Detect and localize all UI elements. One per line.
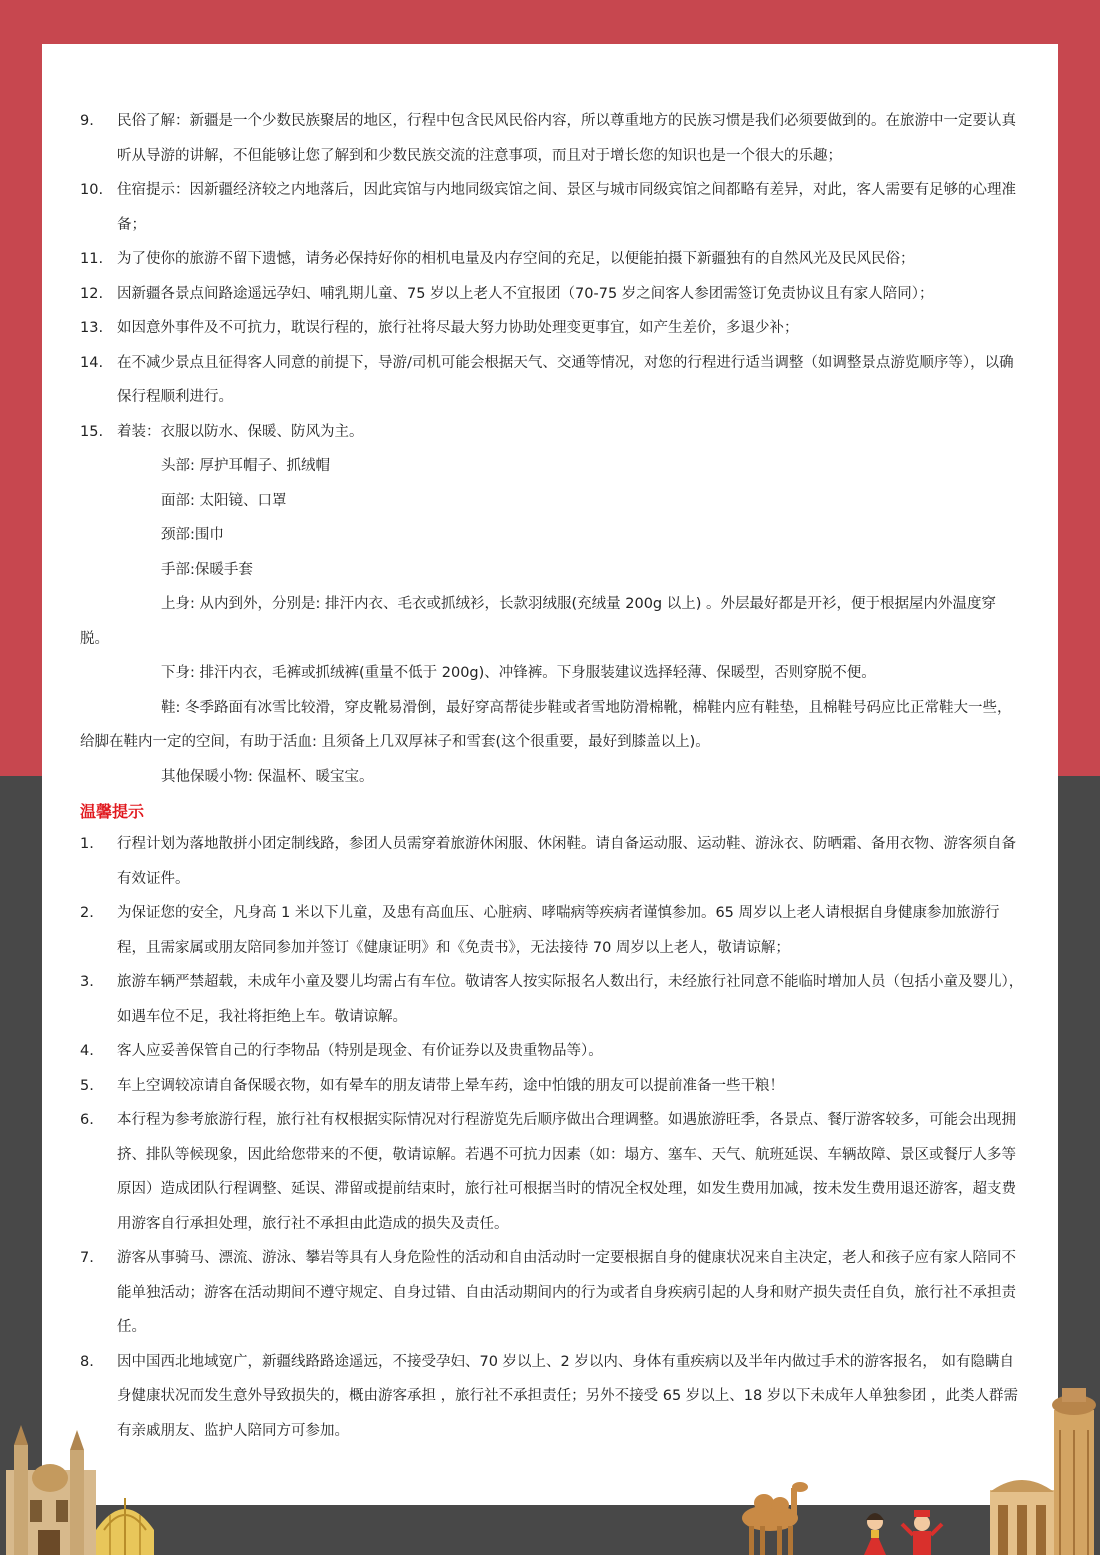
note-number: 14. [80, 354, 104, 371]
dancer-girl-icon [864, 1513, 886, 1555]
note-number: 12. [80, 285, 104, 302]
tip-text: 本行程为参考旅游行程，旅行社有权根据实际情况对行程游览先后顺序做出合理调整。如遇旅游旺季，各景点、餐厅游客较多，可能会出现拥挤、排队等候现象，因此给您带来的不便，敬请谅解。若遇不可抗力因素（如：塌方、塞车、天气、航班延误、车辆故障、景区或餐厅人多等原因）造成团队行程调整、延误、滞留或提前结束时，旅行社可根据当时的情况全权处理，如发生费用加减，按未发生费用退还游客，超支费用游客自行承担处理，旅行社不承担由此造成的损失及责任。 [117, 1112, 1016, 1232]
note-text: 因新疆各景点间路途遥远孕妇、哺乳期儿童、75 岁以上老人不宜报团（70-75 岁之间客人参团需签订免责协议且有家人陪同）； [117, 285, 934, 302]
palace-icon [990, 1480, 1054, 1555]
tip-text: 车上空调较凉请自备保暖衣物，如有晕车的朋友请带上晕车药，途中怕饿的朋友可以提前准备一些干粮！ [117, 1077, 784, 1094]
tips-heading: 温馨提示 [80, 802, 145, 821]
tip-number: 2. [80, 905, 94, 921]
tip-text: 游客从事骑马、漂流、游泳、攀岩等具有人身危险性的活动和自由活动时一定要根据自身的健康状况来自主决定，老人和孩子应有家人陪同不能单独活动；游客在活动期间不遵守规定、自身过错、自由活动期间内的行为或者自身疾病引起的人身和财产损失责任自负，旅行社不承担责任。 [117, 1250, 1016, 1335]
note-text: 民俗了解：新疆是一个少数民族聚居的地区，行程中包含民风民俗内容，所以尊重地方的民族习惯是我们必须要做到的。在旅游中一定要认真听从导游的讲解，不但能够让您了解到和少数民族交流的注意事项，而且对于增长您的知识也是一个很大的乐趣； [117, 113, 1016, 164]
clothing-hands: 手部:保暖手套 [161, 561, 253, 578]
note-number: 15. [80, 423, 104, 440]
camel-icon [742, 1482, 808, 1555]
tip-number: 8. [80, 1353, 94, 1370]
dancer-boy-icon [902, 1510, 942, 1555]
clothing-shoes: 鞋: 冬季路面有冰雪比较滑，穿皮靴易滑倒，最好穿高帮徒步鞋或者雪地防滑棉靴，棉鞋内应有鞋垫，且棉鞋号码应比正常鞋大一些，给脚在鞋内一定的空间，有助于活血: 且须备上几双厚袜子和雪套(这个很重要，最好到膝盖以上)。 [80, 699, 1012, 750]
tip-number: 5. [80, 1077, 94, 1094]
clothing-other: 其他保暖小物: 保温杯、暖宝宝。 [161, 768, 374, 785]
note-text: 着装：衣服以防水、保暖、防风为主。 [117, 423, 364, 440]
minaret-tower-icon [1052, 1388, 1096, 1555]
note-number: 10. [80, 182, 104, 198]
tip-number: 4. [80, 1043, 94, 1059]
mosque-icon [6, 1425, 96, 1555]
tip-number: 3. [80, 974, 94, 990]
tip-text: 行程计划为落地散拼小团定制线路，参团人员需穿着旅游休闲服、休闲鞋。请自备运动服、运动鞋、游泳衣、防晒霜、备用衣物、游客须自备有效证件。 [117, 836, 1016, 887]
tip-text: 因中国西北地域宽广，新疆线路路途遥远，不接受孕妇、70 岁以上、2 岁以内、身体有重疾病以及半年内做过手术的游客报名， 如有隐瞒自身健康状况而发生意外导致损失的，概由游客承担 ，旅行社不承担责任；另外不接受 65 岁以上、18 岁以下未成年人单独参团 ，此类人群需有亲戚朋友、监护人陪同方可参加。 [117, 1353, 1018, 1439]
note-text: 如因意外事件及不可抗力，耽误行程的，旅行社将尽最大努力协助处理变更事宜，如产生差价，多退少补； [117, 320, 799, 336]
note-number: 9. [80, 113, 94, 129]
clothing-upper: 上身: 从内到外，分别是: 排汗内衣、毛衣或抓绒衫，长款羽绒服(充绒量 200g 以上) 。外层最好都是开衫，便于根据屋内外温度穿脱。 [80, 596, 997, 647]
tip-number: 1. [80, 836, 94, 852]
note-text: 住宿提示：因新疆经济较之内地落后，因此宾馆与内地同级宾馆之间、景区与城市同级宾馆之间都略有差异，对此，客人需要有足够的心理准备； [117, 182, 1016, 233]
tip-number: 6. [80, 1112, 94, 1128]
tip-text: 为保证您的安全，凡身高 1 米以下儿童，及患有高血压、心脏病、哮喘病等疾病者谨慎参加。65 周岁以上老人请根据自身健康参加旅游行程，且需家属或朋友陪同参加并签订《健康证明》和《免责书》，无法接待 70 周岁以上老人，敬请谅解； [117, 905, 1000, 956]
clothing-head: 头部: 厚护耳帽子、抓绒帽 [161, 458, 330, 474]
clothing-lower: 下身: 排汗内衣，毛裤或抓绒裤(重量不低于 200g)、冲锋裤。下身服装建议选择轻薄、保暖型，否则穿脱不便。 [161, 665, 876, 681]
tip-number: 7. [80, 1250, 94, 1266]
note-text: 为了使你的旅游不留下遗憾，请务必保持好你的相机电量及内存空间的充足，以便能拍摄下新疆独有的自然风光及民风民俗； [117, 251, 915, 267]
clothing-face: 面部: 太阳镜、口罩 [161, 492, 287, 509]
note-text: 在不减少景点且征得客人同意的前提下，导游/司机可能会根据天气、交通等情况，对您的行程进行适当调整（如调整景点游览顺序等），以确保行程顺利进行。 [117, 354, 1014, 405]
note-number: 11. [80, 251, 104, 267]
tip-text: 旅游车辆严禁超载，未成年小童及婴儿均需占有车位。敬请客人按实际报名人数出行，未经旅行社同意不能临时增加人员（包括小童及婴儿），如遇车位不足，我社将拒绝上车。敬请谅解。 [117, 974, 1024, 1025]
note-number: 13. [80, 320, 104, 336]
golden-dome-icon [96, 1498, 154, 1555]
tip-text: 客人应妥善保管自己的行李物品（特别是现金、有价证券以及贵重物品等）。 [117, 1043, 603, 1059]
clothing-neck: 颈部:围巾 [161, 527, 224, 543]
